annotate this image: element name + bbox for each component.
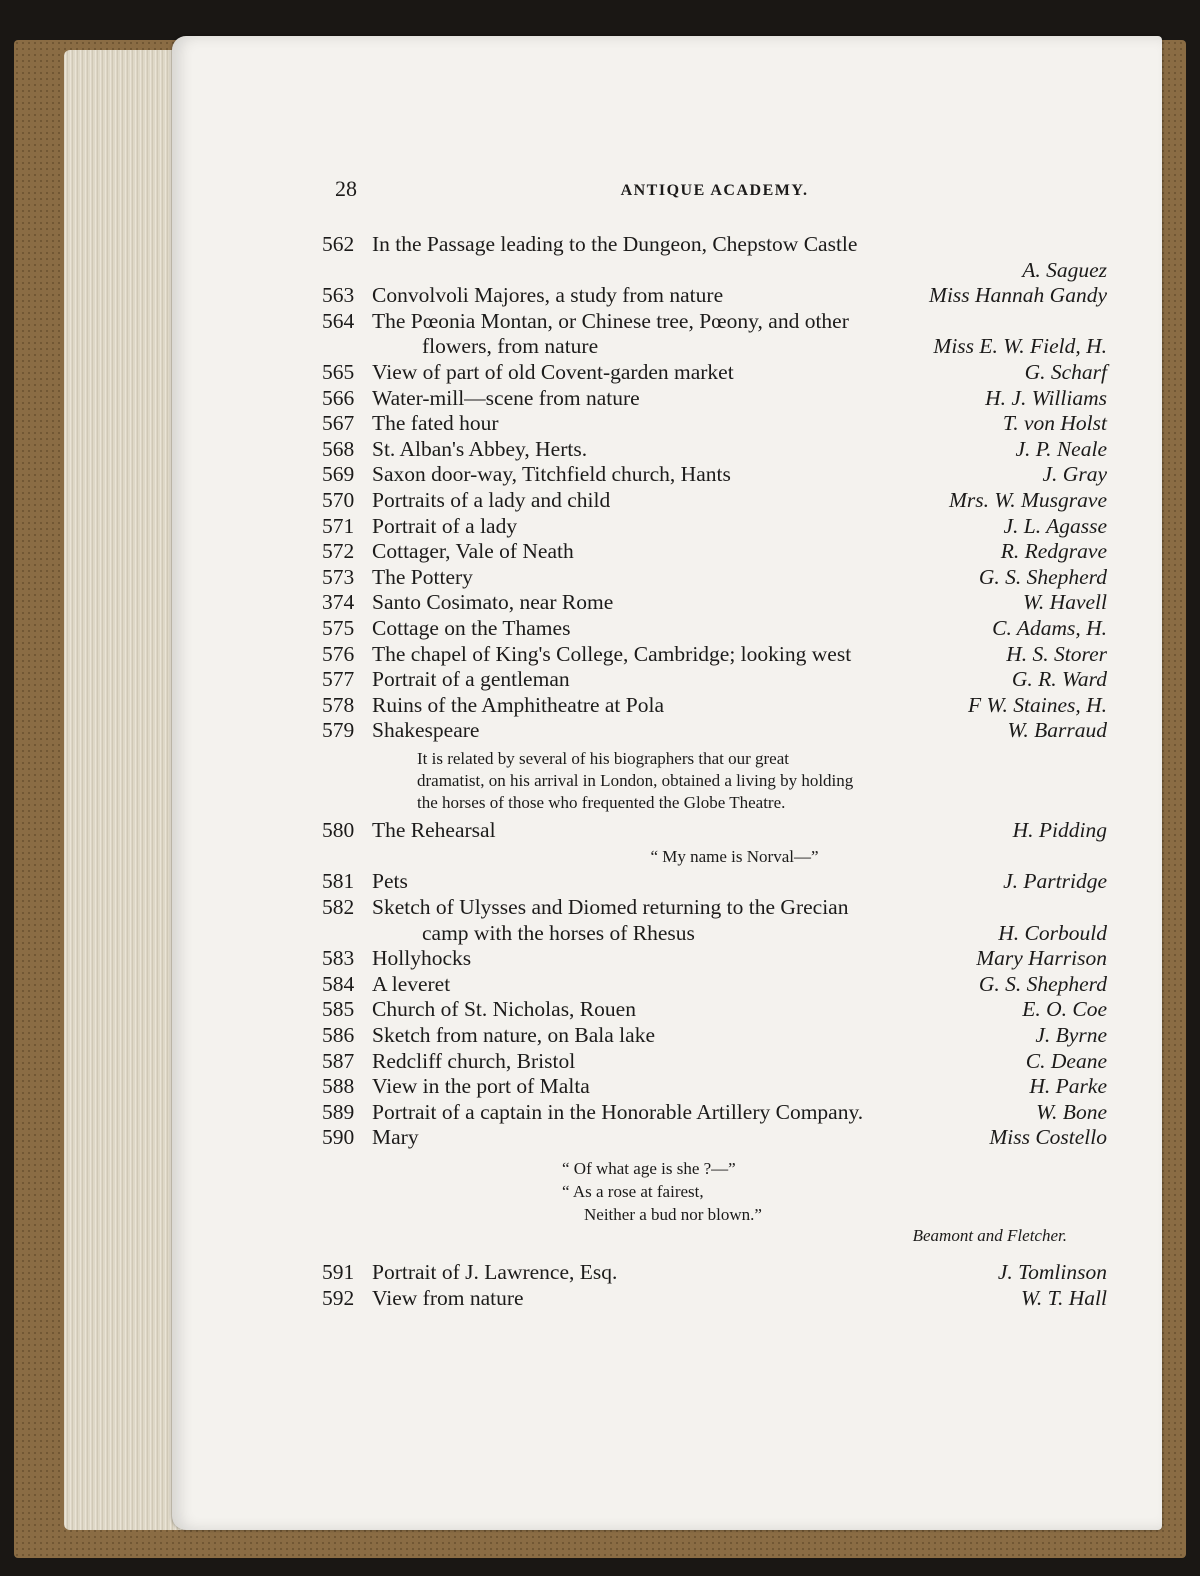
entry-title: Redcliff church, Bristol — [372, 1048, 576, 1073]
entry-group — [322, 360, 1107, 744]
entry-artist: Miss E. W. Field, H. — [933, 334, 1107, 359]
entry-continuation — [322, 334, 1107, 360]
catalogue-entry — [322, 1260, 1107, 1286]
catalogue-entry — [322, 565, 1107, 591]
entry-number: 587 — [322, 1048, 355, 1073]
entry-artist: H. Parke — [1029, 1074, 1107, 1099]
entry-artist: W. Barraud — [1007, 718, 1107, 743]
verse-line: “ As a rose at fairest, — [562, 1182, 704, 1201]
entry-title: Cottager, Vale of Neath — [372, 539, 574, 564]
entry-title: Saxon door-way, Titchfield church, Hants — [372, 462, 731, 487]
entry-title: Ruins of the Amphitheatre at Pola — [372, 692, 664, 717]
catalogue-entry — [322, 283, 1107, 309]
catalogue-entry — [322, 869, 1107, 895]
entry-title: View of part of old Covent-garden market — [372, 359, 734, 384]
entry-artist: W. Bone — [1036, 1099, 1107, 1124]
catalogue-entry — [322, 972, 1107, 998]
catalogue-entry — [322, 539, 1107, 565]
entry-artist: G. S. Shepherd — [978, 564, 1107, 589]
entry-number: 584 — [322, 971, 355, 996]
book-page — [172, 36, 1162, 1530]
entry-title: Church of St. Nicholas, Rouen — [372, 997, 636, 1022]
entry-number: 562 — [322, 232, 355, 256]
catalogue-entry — [322, 232, 1107, 258]
entry-title: Sketch of Ulysses and Diomed returning to the Grecian — [372, 895, 849, 920]
catalogue-entry — [322, 258, 1107, 284]
entry-title: A leveret — [372, 971, 451, 996]
entry-note — [322, 748, 1107, 814]
entry-title: View in the port of Malta — [372, 1074, 590, 1099]
entry-title: The Pottery — [372, 564, 473, 589]
entry-number: 589 — [322, 1099, 355, 1124]
catalogue-entry — [322, 462, 1107, 488]
entry-title: camp with the horses of Rhesus — [422, 920, 695, 945]
catalogue-entries — [322, 232, 1107, 1311]
entry-artist: J. P. Neale — [1015, 436, 1107, 461]
entry-title: Portraits of a lady and child — [372, 487, 611, 512]
catalogue-entry — [322, 946, 1107, 972]
entry-group — [322, 946, 1107, 1151]
entry-title: flowers, from nature — [422, 334, 599, 359]
entry-title: The fated hour — [372, 411, 499, 436]
entry-number: 567 — [322, 411, 355, 436]
entry-title: Water-mill—scene from nature — [372, 385, 640, 410]
entry-number: 576 — [322, 641, 355, 666]
entry-quote: “ My name is Norval—” — [650, 847, 819, 867]
entry-artist: Mrs. W. Musgrave — [948, 487, 1107, 512]
entry-title: Sketch from nature, on Bala lake — [372, 1023, 655, 1048]
entry-title: Shakespeare — [372, 718, 480, 743]
entry-number: 580 — [322, 817, 355, 842]
verse-quote — [322, 1157, 1107, 1226]
entry-artist: H. J. Williams — [985, 385, 1107, 410]
catalogue-entry — [322, 488, 1107, 514]
entry-number: 568 — [322, 436, 355, 461]
catalogue-entry — [322, 1286, 1107, 1312]
verse-attribution: Beamont and Fletcher. — [912, 1226, 1067, 1245]
entry-title: Santo Cosimato, near Rome — [372, 590, 614, 615]
catalogue-entry — [322, 514, 1107, 540]
entry-number: 590 — [322, 1125, 355, 1150]
entry-artist: G. S. Shepherd — [978, 971, 1107, 996]
entry-group — [322, 1260, 1107, 1311]
entry-title: The chapel of King's College, Cambridge; looking west — [372, 641, 852, 666]
entry-number: 582 — [322, 895, 355, 920]
entry-title: Portrait of J. Lawrence, Esq. — [372, 1260, 618, 1284]
entry-continuation — [322, 921, 1107, 947]
entry-number: 571 — [322, 513, 355, 538]
page-number: 28 — [335, 176, 357, 201]
entry-title: Convolvoli Majores, a study from nature — [372, 283, 724, 308]
catalogue-entry — [322, 309, 1107, 335]
catalogue-entry — [322, 718, 1107, 744]
entry-number: 588 — [322, 1074, 355, 1099]
note-line: dramatist, on his arrival in London, obtained a living by holding — [417, 770, 854, 790]
entry-number: 374 — [322, 590, 355, 615]
catalogue-entry — [322, 616, 1107, 642]
entry-artist: Mary Harrison — [976, 946, 1107, 971]
entry-artist: Miss Hannah Gandy — [929, 283, 1107, 308]
catalogue-entry — [322, 411, 1107, 437]
entry-number: 592 — [322, 1285, 355, 1310]
entry-artist: W. Havell — [1023, 590, 1107, 615]
entry-artist: H. S. Storer — [1006, 641, 1107, 666]
note-line: the horses of those who frequented the Globe Theatre. — [417, 792, 786, 812]
catalogue-entry — [322, 1100, 1107, 1126]
entry-artist: Miss Costello — [989, 1125, 1107, 1150]
catalogue-entry — [322, 667, 1107, 693]
entry-number: 581 — [322, 869, 355, 894]
entry-artist: R. Redgrave — [1000, 539, 1107, 564]
entry-title: Mary — [372, 1125, 419, 1150]
entry-number: 578 — [322, 692, 355, 717]
entry-title: Cottage on the Thames — [372, 615, 571, 640]
entry-group — [322, 869, 1107, 920]
page-content — [322, 176, 1107, 1311]
entry-number: 565 — [322, 359, 355, 384]
catalogue-entry — [322, 360, 1107, 386]
entry-number: 591 — [322, 1260, 355, 1284]
entry-title: Portrait of a captain in the Honorable Artillery Company. — [372, 1099, 864, 1124]
entry-title: In the Passage leading to the Dungeon, Chepstow Castle — [372, 232, 858, 256]
entry-artist: J. L. Agasse — [1003, 513, 1107, 538]
catalogue-entry — [322, 642, 1107, 668]
entry-title: Portrait of a gentleman — [372, 667, 570, 692]
catalogue-entry — [322, 386, 1107, 412]
entry-artist: C. Adams, H. — [992, 615, 1107, 640]
entry-artist: E. O. Coe — [1022, 997, 1107, 1022]
entry-artist: A. Saguez — [1022, 257, 1107, 282]
catalogue-entry — [322, 1074, 1107, 1100]
catalogue-entry — [322, 997, 1107, 1023]
entry-number: 575 — [322, 615, 355, 640]
entry-title: The Pœonia Montan, or Chinese tree, Pœony, and other — [372, 308, 849, 333]
entry-title: The Rehearsal — [372, 817, 496, 842]
entry-title: Portrait of a lady — [372, 513, 518, 538]
entry-group — [322, 232, 1107, 334]
note-line: It is related by several of his biographers that our great — [417, 748, 789, 768]
entry-artist: J. Tomlinson — [997, 1260, 1107, 1284]
entry-artist: H. Pidding — [1012, 817, 1107, 842]
entry-artist: G. R. Ward — [1011, 667, 1107, 692]
entry-number: 569 — [322, 462, 355, 487]
catalogue-entry — [322, 437, 1107, 463]
entry-artist: C. Deane — [1025, 1048, 1107, 1073]
entry-title: Hollyhocks — [372, 946, 472, 971]
entry-number: 579 — [322, 718, 355, 743]
catalogue-entry — [322, 590, 1107, 616]
entry-artist: H. Corbould — [998, 920, 1107, 945]
entry-title: Pets — [372, 869, 408, 894]
catalogue-entry — [322, 693, 1107, 719]
entry-title: St. Alban's Abbey, Herts. — [372, 436, 588, 461]
entry-artist: T. von Holst — [1002, 411, 1107, 436]
entry-number: 583 — [322, 946, 355, 971]
verse-line: Neither a bud nor blown.” — [584, 1205, 762, 1224]
entry-artist: J. Gray — [1042, 462, 1107, 487]
catalogue-entry — [322, 895, 1107, 921]
entry-number: 586 — [322, 1023, 355, 1048]
page-header — [322, 176, 1107, 220]
entry-number: 564 — [322, 308, 355, 333]
entry-title: View from nature — [372, 1285, 524, 1310]
entry-number: 573 — [322, 564, 355, 589]
verse-line: “ Of what age is she ?—” — [562, 1159, 736, 1178]
catalogue-entry — [322, 1125, 1107, 1151]
entry-number: 570 — [322, 487, 355, 512]
entry-number: 585 — [322, 997, 355, 1022]
entry-number: 563 — [322, 283, 355, 308]
catalogue-entry — [322, 818, 1107, 844]
entry-artist: J. Byrne — [1035, 1023, 1107, 1048]
entry-artist: F W. Staines, H. — [968, 692, 1107, 717]
entry-number: 577 — [322, 667, 355, 692]
entry-artist: J. Partridge — [1003, 869, 1107, 894]
entry-artist: G. Scharf — [1024, 359, 1107, 384]
catalogue-entry — [322, 1049, 1107, 1075]
catalogue-entry — [322, 1023, 1107, 1049]
running-head: ANTIQUE ACADEMY. — [620, 182, 809, 199]
entry-number: 566 — [322, 385, 355, 410]
entry-number: 572 — [322, 539, 355, 564]
entry-artist: W. T. Hall — [1020, 1285, 1107, 1310]
